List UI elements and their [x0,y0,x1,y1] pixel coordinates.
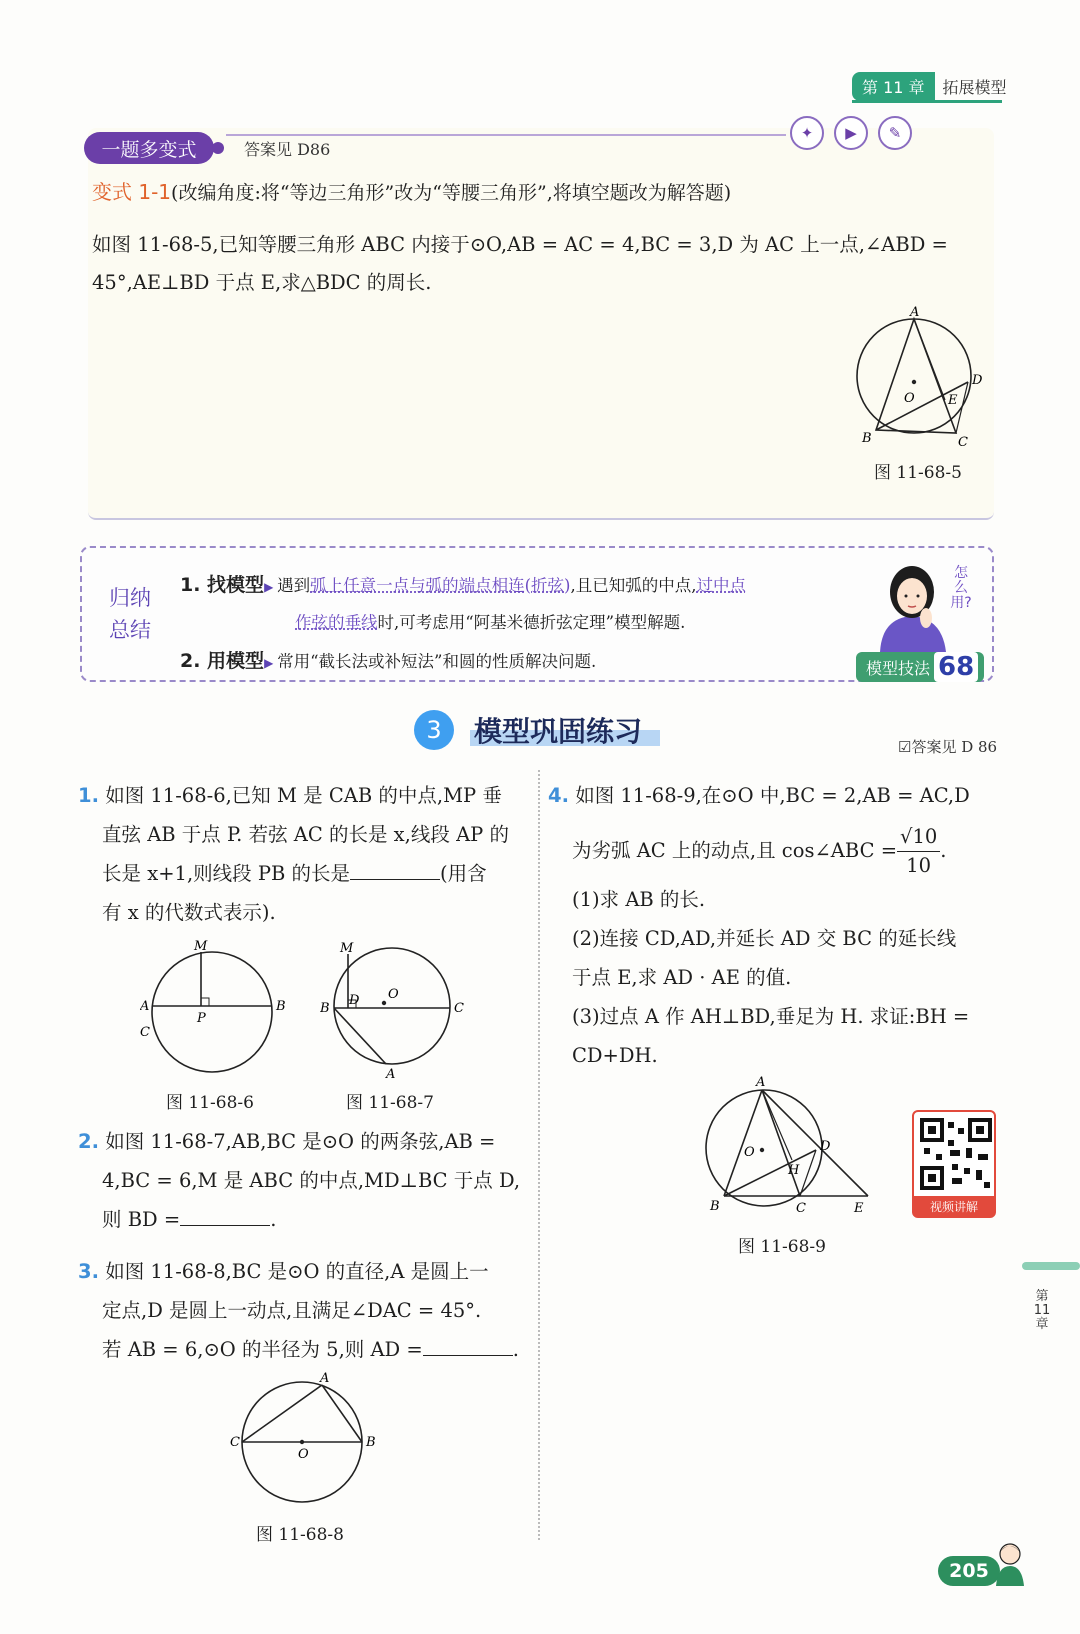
variant-note: (改编角度:将“等边三角形”改为“等腰三角形”,将填空题改为解答题) [171,182,732,204]
variant-problem [92,226,992,302]
summary-title-line-1: 归纳 [109,586,151,610]
figure-caption: 图 11-68-7 [346,1093,434,1113]
svg-text:D: D [820,1139,831,1154]
summary-item-1 [180,566,880,606]
summary-title-line-2: 总结 [109,618,151,642]
svg-text:E: E [854,1201,864,1216]
answer-blank[interactable] [180,1206,270,1226]
svg-text:O: O [744,1145,755,1160]
model-technique-tag [856,652,984,682]
figure-11-68-8 [228,1370,378,1510]
variant-answer-ref: 答案见 D86 [244,140,331,159]
boy-mascot-icon [990,1540,1030,1590]
variant-tag: 变式 1-1 [92,180,172,204]
summary-title [100,582,160,646]
figure-caption: 图 11-68-9 [738,1237,826,1257]
chapter-name: 拓展模型 [942,77,1007,97]
why-label: 怎么用? [950,565,972,611]
variant-dot [212,142,224,154]
svg-text:B: B [710,1199,720,1214]
question-number: 4. [548,784,569,807]
svg-text:D: D [972,373,983,388]
svg-text:C: C [454,1001,464,1016]
header-divider [852,100,1002,103]
svg-text:A: A [386,1067,396,1080]
variant-line-2: 45°,AE⊥BD 于点 E,求△BDC 的周长. [92,271,432,294]
question-number: 2. [78,1130,99,1153]
svg-text:P: P [197,1011,206,1026]
column-divider [538,770,540,1540]
svg-text:O: O [388,987,399,1002]
svg-text:A: A [756,1075,766,1090]
question-1: 1. 如图 11-68-6,已知 M 是 CAB 的中点,MP 垂 直弦 AB 于点 P. 若弦 AC 的长是 x,线段 AP 的 长是 x+1,则线段 PB 的长是 (用含 有 x 的代数式表示). [78,784,509,924]
summary-item-1-text: 遇到弧上任意一点与弧的端点相连(折弦),且已知弧的中点,过中点 [277,576,746,595]
side-tab-bar [1022,1262,1080,1270]
svg-text:B: B [320,1001,330,1016]
figure-11-68-9 [700,1074,880,1224]
qr-code-icon [916,1114,996,1194]
svg-text:D: D [349,993,360,1008]
section-answer-ref: ☑答案见 D 86 [898,738,998,756]
svg-text:E: E [948,393,958,408]
figure-caption: 图 11-68-6 [166,1093,254,1113]
svg-text:O: O [904,391,915,406]
variant-pill: 一题多变式 [84,132,214,164]
figure-caption: 图 11-68-8 [256,1525,344,1545]
variant-title [92,176,731,205]
svg-text:B: B [366,1435,376,1450]
answer-blank[interactable] [423,1336,513,1356]
question-4: 4. 如图 11-68-9,在⊙O 中,BC = 2,AB = AC,D 为劣弧 AC 上的动点,且 cos∠ABC = $\frac{√10}{10}$ . (1)求 AB 的长. (2)连接 CD,AD,并延长 AD 交 BC 的延长线 于点 E,求 AD · AE 的值. (3)过点 A 作 AH⊥BD,垂足为 H. 求证:BH = CD+DH. [548,784,970,1067]
model-tag-number: 68 [934,652,978,682]
fraction: $\frac{√10}{10}$ [897,823,940,880]
svg-text:M: M [340,941,354,956]
lightbulb-icon[interactable]: ✦ [790,116,824,150]
figure-11-68-5 [848,304,998,452]
svg-text:B: B [862,431,872,446]
svg-text:A: A [140,999,150,1014]
model-tag-text: 模型技法 [866,658,931,678]
svg-text:A: A [320,1371,330,1386]
summary-item-1-label: 1. 找模型 [180,574,265,596]
section-title: 模型巩固练习 [474,715,643,748]
arrow-icon: ▶ [264,580,278,594]
svg-text:C: C [230,1435,240,1450]
figure-11-68-6 [140,940,290,1080]
variant-header-line [226,134,786,136]
svg-text:O: O [298,1447,309,1462]
pencil-icon[interactable]: ✎ [878,116,912,150]
svg-text:C: C [958,435,968,450]
page-number: 205 [938,1556,1000,1586]
chapter-number: 第 11 章 [852,72,935,101]
girl-illustration [872,556,952,652]
figure-11-68-7 [320,940,470,1080]
question-2: 2. 如图 11-68-7,AB,BC 是⊙O 的两条弦,AB = 4,BC = 6,M 是 ABC 的中点,MD⊥BC 于点 D, 则 BD = . [78,1130,521,1231]
figure-caption: 图 11-68-5 [874,463,962,483]
section-number: 3 [414,710,454,750]
arrow-icon: ▶ [264,656,278,670]
summary-item-2-text: 常用“截长法或补短法”和圆的性质解决问题. [277,652,597,671]
play-icon[interactable]: ▶ [834,116,868,150]
question-number: 1. [78,784,99,807]
svg-text:B: B [276,999,286,1014]
answer-blank[interactable] [350,860,440,880]
chapter-tag [852,72,1007,100]
variant-line-1: 如图 11-68-5,已知等腰三角形 ABC 内接于⊙O,AB = AC = 4,BC = 3,D 为 AC 上一点,∠ABD = [92,233,948,256]
video-lesson-label[interactable]: 视频讲解 [914,1196,994,1216]
question-3: 3. 如图 11-68-8,BC 是⊙O 的直径,A 是圆上一 定点,D 是圆上一动点,且满足∠DAC = 45°. 若 AB = 6,⊙O 的半径为 5,则 AD = . [78,1260,519,1361]
summary-item-2-label: 2. 用模型 [180,650,265,672]
svg-text:C: C [796,1201,806,1216]
svg-text:M: M [194,940,208,954]
summary-item-1-cont: 作弦的垂线时,可考虑用“阿基米德折弦定理”模型解题. [295,613,686,632]
svg-text:A: A [910,305,920,320]
svg-text:C: C [140,1025,150,1040]
summary-item-2 [180,642,596,682]
question-number: 3. [78,1260,99,1283]
svg-text:H: H [788,1163,800,1178]
side-chapter-label: 第11章 [1033,1289,1051,1332]
